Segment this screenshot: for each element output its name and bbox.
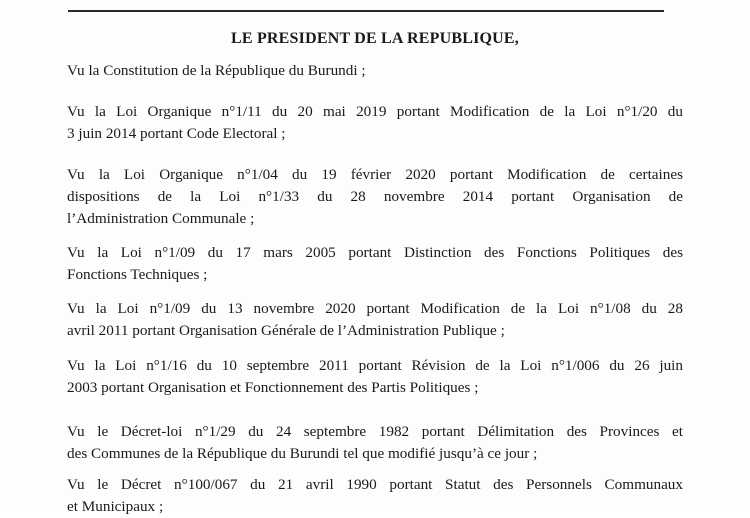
visa-line: Vu la Loi n°1/09 du 17 mars 2005 portant Distinction des Fonctions Politiques des: [67, 244, 683, 261]
visa-paragraph: [67, 164, 683, 230]
visa-line: Vu la Loi Organique n°1/11 du 20 mai 2019 portant Modification de la Loi n°1/20 du: [67, 103, 683, 120]
visa-paragraph: [67, 474, 683, 518]
visa-line: Vu la Loi n°1/16 du 10 septembre 2011 portant Révision de la Loi n°1/006 du 26 juin: [67, 357, 683, 374]
visa-line: Vu la Loi Organique n°1/04 du 19 février 2020 portant Modification de certaines: [67, 166, 683, 183]
top-rule: [68, 10, 664, 12]
visa-paragraph: [67, 355, 683, 399]
visa-line: Vu la Loi n°1/09 du 13 novembre 2020 portant Modification de la Loi n°1/08 du 28: [67, 300, 683, 317]
visa-line: dispositions de la Loi n°1/33 du 28 novembre 2014 portant Organisation de: [67, 188, 683, 205]
visa-paragraph: [67, 101, 683, 145]
visa-paragraph: [67, 60, 683, 82]
visa-line: Vu la Constitution de la République du Burundi ;: [67, 62, 366, 79]
visa-line: Fonctions Techniques ;: [67, 266, 208, 283]
visa-line: 2003 portant Organisation et Fonctionnement des Partis Politiques ;: [67, 379, 479, 396]
visa-line: des Communes de la République du Burundi tel que modifié jusqu’à ce jour ;: [67, 445, 538, 462]
visa-paragraph: [67, 298, 683, 342]
visa-paragraph: [67, 242, 683, 286]
visa-line: Vu le Décret-loi n°1/29 du 24 septembre 1982 portant Délimitation des Provinces et: [67, 423, 683, 440]
document-heading: LE PRESIDENT DE LA REPUBLIQUE,: [231, 30, 519, 47]
visa-line: Vu le Décret n°100/067 du 21 avril 1990 portant Statut des Personnels Communaux: [67, 476, 683, 493]
visa-line: avril 2011 portant Organisation Générale de l’Administration Publique ;: [67, 322, 505, 339]
visa-line: l’Administration Communale ;: [67, 210, 255, 227]
visa-paragraph: [67, 421, 683, 465]
visa-line: 3 juin 2014 portant Code Electoral ;: [67, 125, 286, 142]
visa-line: et Municipaux ;: [67, 498, 164, 515]
